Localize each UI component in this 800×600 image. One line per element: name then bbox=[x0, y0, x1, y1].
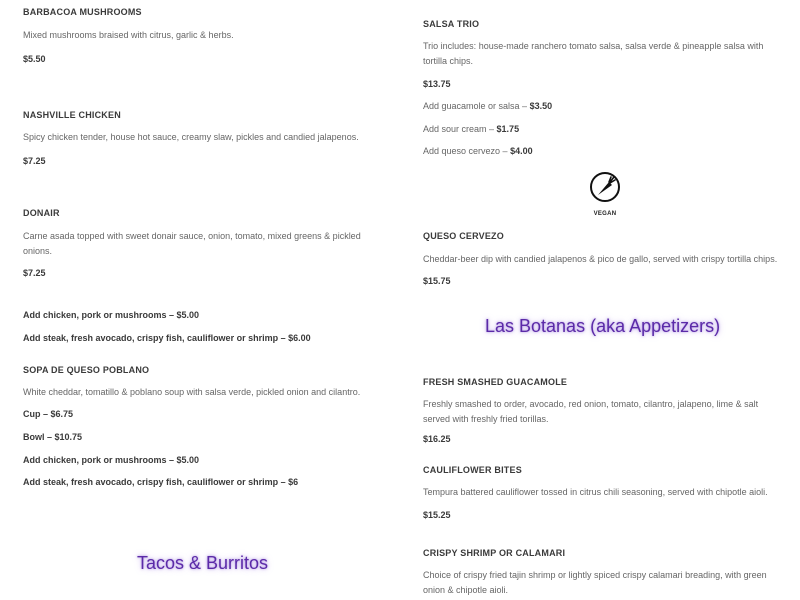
item-price-donair: $7.25 bbox=[23, 268, 46, 278]
item-desc-salsa-trio: Trio includes: house-made ranchero tomato salsa, salsa verde & pineapple salsa with tortilla chips. bbox=[423, 41, 764, 66]
price-cup: Cup – $6.75 bbox=[23, 409, 74, 419]
item-name-nashville-chicken: NASHVILLE CHICKEN bbox=[23, 110, 121, 120]
price-bowl: Bowl – $10.75 bbox=[23, 432, 83, 442]
item-price-queso-cervezo: $15.75 bbox=[423, 276, 451, 286]
item-name-fresh-smashed-guacamole: FRESH SMASHED GUACAMOLE bbox=[423, 377, 568, 387]
vegan-label: VEGAN bbox=[593, 211, 617, 217]
item-desc-fresh-smashed-guacamole: Freshly smashed to order, avocado, red onion, tomato, cilantro, jalapeno, lime & salt served with freshly fried torillas. bbox=[423, 399, 759, 424]
item-desc-nashville-chicken: Spicy chicken tender, house hot sauce, creamy slaw, pickles and candied jalapenos. bbox=[23, 132, 359, 142]
item-price-fresh-smashed-guacamole: $16.25 bbox=[423, 434, 451, 444]
section-title-las-botanas: Las Botanas (aka Appetizers) bbox=[485, 316, 721, 336]
item-desc-crispy-shrimp-or-calamari: Choice of crispy fried tajin shrimp or lightly spiced crispy calamari breading, with green onion & chipotle aioli. bbox=[423, 570, 767, 595]
item-price-nashville-chicken: $7.25 bbox=[23, 156, 46, 166]
section-title-tacos-burritos: Tacos & Burritos bbox=[137, 553, 269, 573]
item-price-salsa-trio: $13.75 bbox=[423, 79, 451, 89]
item-price-barbacoa-mushrooms: $5.50 bbox=[23, 54, 46, 64]
item-name-donair: DONAIR bbox=[23, 208, 60, 218]
item-name-queso-cervezo: QUESO CERVEZO bbox=[423, 231, 504, 241]
addon-line: Add chicken, pork or mushrooms – $5.00 bbox=[23, 310, 200, 320]
item-desc-queso-cervezo: Cheddar-beer dip with candied jalapenos & pico de gallo, served with crispy tortilla chips. bbox=[423, 254, 778, 264]
item-name-barbacoa-mushrooms: BARBACOA MUSHROOMS bbox=[23, 7, 142, 17]
item-name-cauliflower-bites: CAULIFLOWER BITES bbox=[423, 465, 522, 475]
carrot-icon bbox=[588, 168, 622, 206]
item-desc-cauliflower-bites: Tempura battered cauliflower tossed in citrus chili seasoning, served with chipotle aioli. bbox=[423, 487, 768, 497]
vegan-badge bbox=[588, 168, 622, 217]
addon-line: Add steak, fresh avocado, crispy fish, cauliflower or shrimp – $6.00 bbox=[23, 333, 311, 343]
addon-line: Add guacamole or salsa – $3.50 bbox=[423, 101, 553, 111]
addon-line: Add steak, fresh avocado, crispy fish, cauliflower or shrimp – $6 bbox=[23, 477, 299, 487]
addon-line: Add chicken, pork or mushrooms – $5.00 bbox=[23, 455, 200, 465]
item-price-cauliflower-bites: $15.25 bbox=[423, 510, 451, 520]
addon-line: Add sour cream – $1.75 bbox=[423, 124, 520, 134]
item-desc-sopa-de-queso-poblano: White cheddar, tomatillo & poblano soup with salsa verde, pickled onion and cilantro. bbox=[23, 387, 361, 397]
item-desc-donair: Carne asada topped with sweet donair sauce, onion, tomato, mixed greens & pickled onions. bbox=[23, 231, 361, 256]
item-name-sopa-de-queso-poblano: SOPA DE QUESO POBLANO bbox=[23, 365, 150, 375]
item-name-salsa-trio: SALSA TRIO bbox=[423, 19, 480, 29]
addon-line: Add queso cervezo – $4.00 bbox=[423, 146, 533, 156]
item-name-crispy-shrimp-or-calamari: CRISPY SHRIMP OR CALAMARI bbox=[423, 548, 566, 558]
item-desc-barbacoa-mushrooms: Mixed mushrooms braised with citrus, garlic & herbs. bbox=[23, 30, 234, 40]
